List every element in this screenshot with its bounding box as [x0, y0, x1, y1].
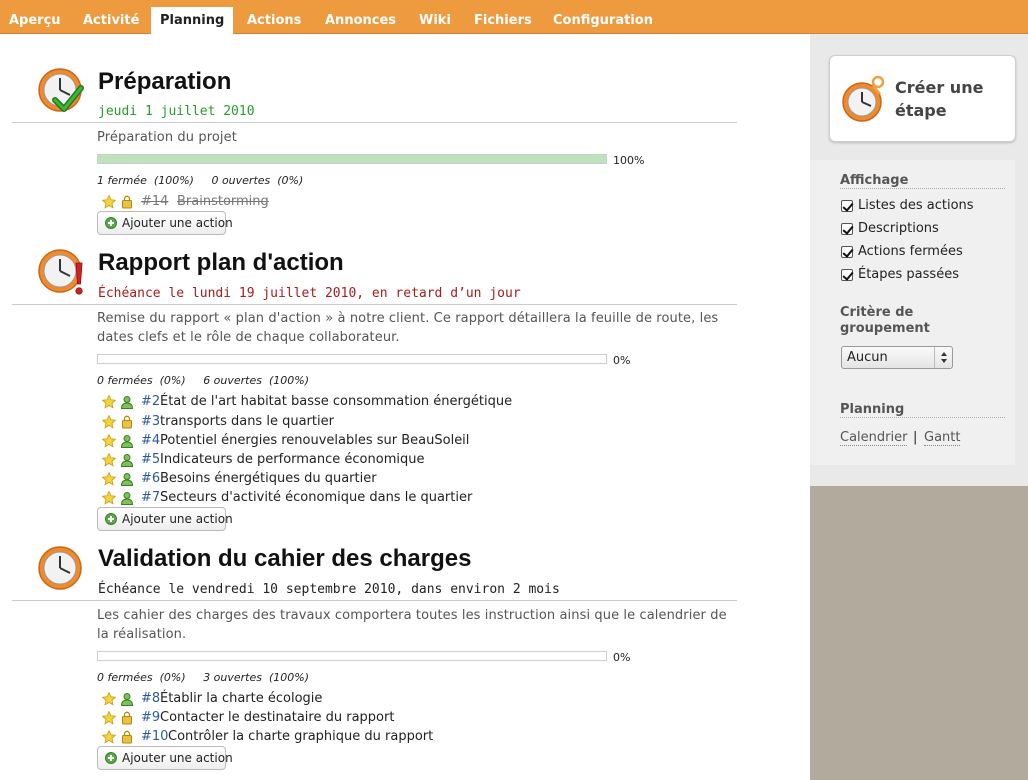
lock-icon — [120, 415, 134, 429]
issue-link[interactable]: #5 — [141, 452, 161, 467]
issue-subject[interactable]: transports dans le quartier — [160, 414, 334, 429]
issue-counts — [97, 374, 323, 387]
tab-planning[interactable]: Planning — [151, 7, 233, 34]
tab-annonces[interactable]: Annonces — [325, 13, 397, 28]
issue-subject[interactable]: Contrôler la charte graphique du rapport — [168, 729, 434, 744]
issue-subject[interactable]: Établir la charte écologie — [160, 691, 323, 706]
select-arrows-icon — [934, 347, 952, 368]
person-icon — [120, 195, 134, 209]
add-action-button[interactable] — [97, 746, 233, 770]
group-by-select[interactable]: Aucun — [841, 346, 953, 369]
milestone-title[interactable]: Préparation — [98, 68, 232, 95]
divider — [12, 304, 737, 305]
issue-link[interactable]: #9 — [141, 710, 161, 725]
checkbox-issue-lists[interactable]: Listes des actions — [840, 198, 1000, 216]
milestone-description: Remise du rapport « plan d'action » à notre client. Ce rapport détaillera la feuille de route, les dates clefs et le rôle de chaque collaborateur. — [97, 311, 719, 345]
open-count[interactable]: 6 ouvertes (100%) — [203, 374, 310, 387]
create-milestone-button[interactable] — [829, 55, 1016, 142]
star-icon — [102, 692, 116, 706]
plus-circle-icon — [105, 217, 117, 229]
planning-heading: Planning — [840, 402, 1005, 418]
tab-activite[interactable]: Activité — [83, 13, 140, 28]
closed-count[interactable]: 0 fermées (0%) — [97, 671, 186, 684]
divider — [12, 122, 737, 123]
milestone-description: Préparation du projet — [97, 130, 237, 145]
checkbox-descriptions[interactable]: Descriptions — [840, 221, 1000, 239]
issue-link[interactable]: #14 — [141, 194, 169, 209]
person-icon — [120, 434, 134, 448]
person-icon — [120, 491, 134, 505]
issue-link[interactable]: #6 — [141, 471, 161, 486]
progress-bar — [97, 651, 607, 661]
issue-link[interactable]: #8 — [141, 691, 161, 706]
tab-wiki[interactable]: Wiki — [419, 13, 451, 28]
star-icon — [102, 195, 116, 209]
issue-subject[interactable]: Brainstorming — [177, 194, 269, 209]
star-icon — [102, 472, 116, 486]
add-action-label: Ajouter une action — [122, 512, 233, 526]
issue-subject[interactable]: Potentiel énergies renouvelables sur BeauSoleil — [160, 433, 470, 448]
progress-bar — [97, 154, 607, 164]
issue-subject[interactable]: État de l'art habitat basse consommation énergétique — [160, 394, 513, 409]
milestone-date: Échéance le lundi 19 juillet 2010, en retard d’un jour — [98, 286, 521, 301]
progress-percent: 0% — [613, 354, 631, 367]
new-milestone-icon — [840, 74, 888, 124]
person-icon — [120, 453, 134, 467]
milestone-date: Échéance le vendredi 10 septembre 2010, dans environ 2 mois — [98, 582, 560, 597]
star-icon — [102, 434, 116, 448]
tab-actions[interactable]: Actions — [247, 13, 302, 28]
add-action-button[interactable] — [97, 507, 233, 531]
open-count[interactable]: 0 ouvertes (0%) — [211, 174, 304, 187]
milestone-date: jeudi 1 juillet 2010 — [98, 104, 255, 119]
lock-icon — [120, 711, 134, 725]
closed-count[interactable]: 0 fermées (0%) — [97, 374, 186, 387]
person-icon — [120, 472, 134, 486]
add-action-label: Ajouter une action — [122, 216, 233, 230]
gantt-link[interactable]: Gantt — [924, 430, 961, 445]
closed-count[interactable]: 1 fermée (100%) — [97, 174, 194, 187]
tab-fichiers[interactable]: Fichiers — [474, 13, 532, 28]
issue-link[interactable]: #10 — [141, 729, 169, 744]
checkbox-past-milestones[interactable]: Étapes passées — [840, 267, 1000, 285]
clock-icon — [37, 545, 83, 591]
issue-counts — [97, 174, 317, 187]
add-action-label: Ajouter une action — [122, 751, 233, 765]
plus-circle-icon — [105, 513, 117, 525]
issue-counts — [97, 671, 323, 684]
calendar-link[interactable]: Calendrier — [840, 430, 908, 445]
exclamation-icon — [74, 262, 84, 296]
divider — [12, 600, 737, 601]
star-icon — [102, 395, 116, 409]
milestone-title[interactable]: Validation du cahier des charges — [98, 545, 472, 572]
issue-subject[interactable]: Indicateurs de performance économique — [160, 452, 425, 467]
milestone-description: Les cahier des charges des travaux comportera toutes les instruction ainsi que le calendrier de la réalisation. — [97, 608, 727, 642]
create-milestone-label: Créer une étape — [895, 78, 984, 120]
star-icon — [102, 491, 116, 505]
issue-subject[interactable]: Contacter le destinataire du rapport — [160, 710, 395, 725]
link-separator: | — [913, 430, 918, 445]
issue-link[interactable]: #4 — [141, 433, 161, 448]
progress-percent: 100% — [613, 154, 645, 167]
group-by-heading: Critère de groupement — [840, 305, 930, 336]
issue-subject[interactable]: Besoins énergétiques du quartier — [160, 471, 377, 486]
sidebar-footer-area — [810, 486, 1028, 780]
star-icon — [102, 415, 116, 429]
progress-bar — [97, 354, 607, 364]
person-icon — [120, 395, 134, 409]
display-heading: Affichage — [840, 173, 1005, 189]
top-navigation — [0, 0, 1028, 34]
milestone-title[interactable]: Rapport plan d'action — [98, 249, 344, 276]
lock-icon — [120, 730, 134, 744]
tab-apercu[interactable]: Aperçu — [9, 13, 61, 28]
checkbox-closed-issues[interactable]: Actions fermées — [840, 244, 1000, 262]
checkmark-icon — [52, 84, 84, 114]
open-count[interactable]: 3 ouvertes (100%) — [203, 671, 310, 684]
star-icon — [102, 711, 116, 725]
issue-link[interactable]: #3 — [141, 414, 161, 429]
plus-circle-icon — [105, 752, 117, 764]
issue-subject[interactable]: Secteurs d'activité économique dans le quartier — [160, 490, 473, 505]
add-action-button[interactable] — [97, 211, 233, 235]
person-icon — [120, 692, 134, 706]
issue-link[interactable]: #7 — [141, 490, 161, 505]
progress-percent: 0% — [613, 651, 631, 664]
tab-configuration[interactable]: Configuration — [553, 13, 653, 28]
star-icon — [102, 730, 116, 744]
issue-link[interactable]: #2 — [141, 394, 161, 409]
star-icon — [102, 453, 116, 467]
